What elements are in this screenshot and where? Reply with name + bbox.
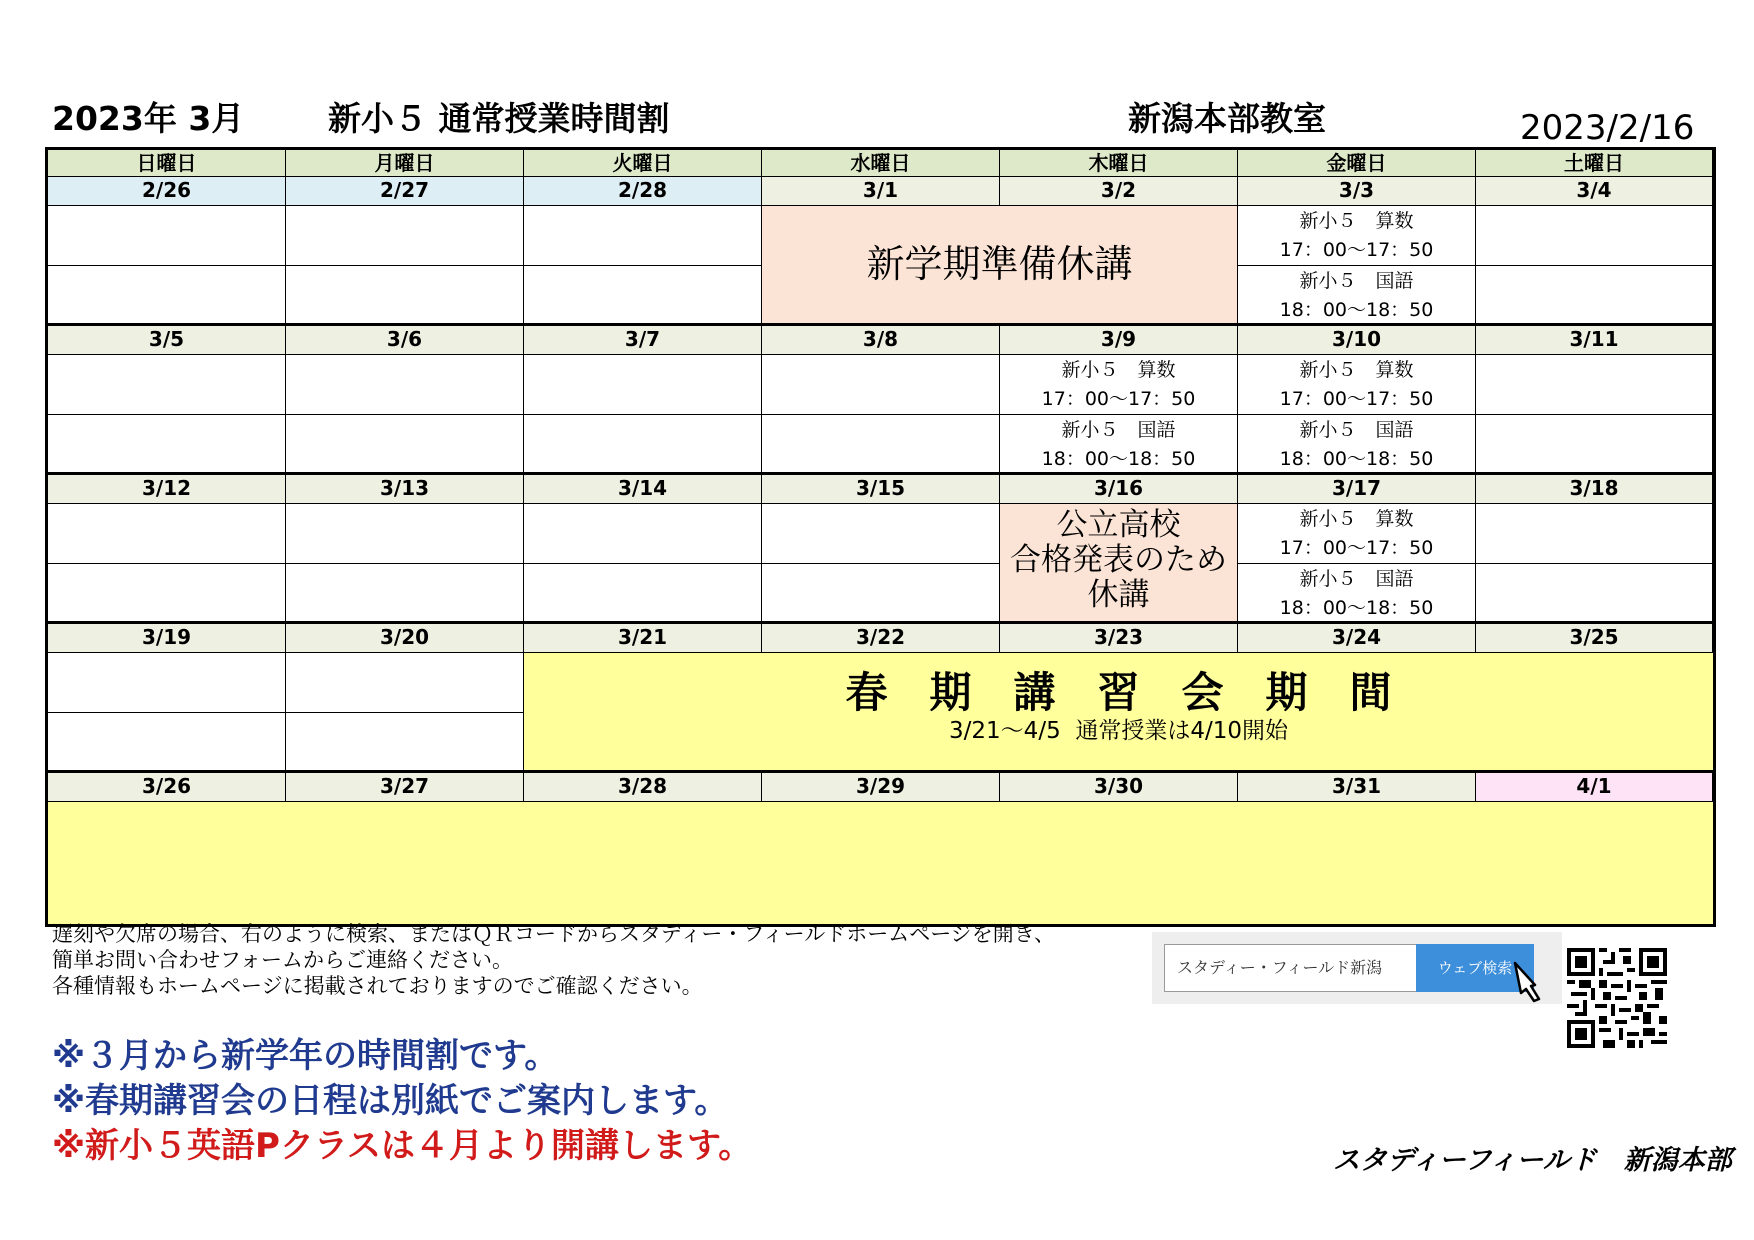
lesson-slot bbox=[1238, 564, 1476, 624]
lesson-time: 17：00～17：50 bbox=[1041, 388, 1196, 410]
date-header: 2/28 bbox=[524, 177, 762, 206]
lesson-name: 新小５ 算数 bbox=[1299, 508, 1414, 530]
date-header: 3/31 bbox=[1238, 773, 1476, 802]
date-header: 3/5 bbox=[48, 326, 286, 355]
lesson-slot bbox=[1476, 415, 1713, 475]
lesson-name: 新小５ 算数 bbox=[1299, 359, 1414, 381]
lesson-time: 18：00～18：50 bbox=[1279, 448, 1434, 470]
date-header: 3/25 bbox=[1476, 624, 1713, 653]
date-header: 3/29 bbox=[762, 773, 1000, 802]
date-header: 2/26 bbox=[48, 177, 286, 206]
closure-exam-line: 合格発表のため bbox=[1010, 542, 1227, 578]
lesson-time: 17：00～17：50 bbox=[1279, 239, 1434, 261]
date-header: 3/20 bbox=[286, 624, 524, 653]
day-header: 土曜日 bbox=[1476, 150, 1713, 177]
date-header: 3/30 bbox=[1000, 773, 1238, 802]
closure-exam-results bbox=[1000, 504, 1238, 624]
lesson-slot bbox=[48, 206, 286, 266]
date-header: 3/11 bbox=[1476, 326, 1713, 355]
lesson-slot bbox=[1238, 504, 1476, 564]
date-header: 3/19 bbox=[48, 624, 286, 653]
lesson-slot bbox=[286, 653, 524, 713]
contact-note-1: 遅刻や欠席の場合、右のように検索、またはＱＲコードからスタディー・フィールドホームページを開き、 bbox=[52, 922, 1055, 946]
lesson-slot bbox=[1238, 415, 1476, 475]
year-month-title: 2023年 3月 bbox=[52, 99, 245, 138]
timetable-calendar bbox=[45, 147, 1716, 927]
lesson-slot bbox=[48, 266, 286, 326]
schedule-title: 新小５ 通常授業時間割 bbox=[328, 99, 670, 138]
lesson-slot bbox=[286, 206, 524, 266]
closure-exam-line: 休講 bbox=[1087, 577, 1150, 613]
lesson-slot bbox=[762, 355, 1000, 415]
date-header: 3/24 bbox=[1238, 624, 1476, 653]
qr-code-icon[interactable] bbox=[1567, 948, 1667, 1048]
spring-course-title: 春 期 講 習 会 期 間 bbox=[845, 668, 1392, 717]
lesson-slot bbox=[48, 415, 286, 475]
date-header: 3/13 bbox=[286, 475, 524, 504]
date-header: 3/17 bbox=[1238, 475, 1476, 504]
date-header: 3/2 bbox=[1000, 177, 1238, 206]
web-search-button[interactable]: ウェブ検索 bbox=[1416, 944, 1534, 992]
lesson-slot bbox=[286, 564, 524, 624]
lesson-name: 新小５ 国語 bbox=[1061, 419, 1176, 441]
lesson-slot bbox=[286, 266, 524, 326]
last-week-spring-course bbox=[48, 802, 1713, 924]
lesson-slot bbox=[48, 564, 286, 624]
lesson-slot bbox=[1238, 206, 1476, 266]
date-header: 3/3 bbox=[1238, 177, 1476, 206]
lesson-slot bbox=[762, 564, 1000, 624]
lesson-slot bbox=[1238, 355, 1476, 415]
lesson-slot bbox=[762, 415, 1000, 475]
hand-pointer-icon bbox=[1505, 955, 1557, 1007]
lesson-slot bbox=[524, 564, 762, 624]
lesson-slot bbox=[1000, 355, 1238, 415]
lesson-slot bbox=[524, 415, 762, 475]
lesson-slot bbox=[762, 504, 1000, 564]
lesson-slot bbox=[286, 504, 524, 564]
contact-note-2: 簡単お問い合わせフォームからご連絡ください。 bbox=[52, 948, 513, 972]
day-header: 金曜日 bbox=[1238, 150, 1476, 177]
lesson-slot bbox=[524, 355, 762, 415]
day-header: 日曜日 bbox=[48, 150, 286, 177]
date-header: 3/8 bbox=[762, 326, 1000, 355]
lesson-slot bbox=[524, 206, 762, 266]
date-header: 3/10 bbox=[1238, 326, 1476, 355]
date-header: 3/26 bbox=[48, 773, 286, 802]
lesson-name: 新小５ 国語 bbox=[1299, 568, 1414, 590]
lesson-time: 18：00～18：50 bbox=[1279, 597, 1434, 619]
lesson-name: 新小５ 算数 bbox=[1061, 359, 1176, 381]
date-header: 3/16 bbox=[1000, 475, 1238, 504]
date-header: 4/1 bbox=[1476, 773, 1713, 802]
alert-new-grade: ※３月から新学年の時間割です。 bbox=[52, 1036, 559, 1076]
lesson-slot bbox=[524, 504, 762, 564]
lesson-slot bbox=[1476, 355, 1713, 415]
day-header: 火曜日 bbox=[524, 150, 762, 177]
date-header: 2/27 bbox=[286, 177, 524, 206]
lesson-time: 18：00～18：50 bbox=[1279, 299, 1434, 321]
footer-brand: スタディーフィールド 新潟本部 bbox=[1333, 1145, 1732, 1176]
lesson-slot bbox=[286, 355, 524, 415]
day-header: 木曜日 bbox=[1000, 150, 1238, 177]
date-header: 3/9 bbox=[1000, 326, 1238, 355]
alert-english-class: ※新小５英語Pクラスは４月より開講します。 bbox=[52, 1126, 753, 1166]
contact-note-3: 各種情報もホームページに掲載されておりますのでご確認ください。 bbox=[52, 974, 703, 998]
lesson-time: 17：00～17：50 bbox=[1279, 388, 1434, 410]
lesson-slot bbox=[48, 355, 286, 415]
date-header: 3/14 bbox=[524, 475, 762, 504]
alert-spring-course: ※春期講習会の日程は別紙でご案内します。 bbox=[52, 1081, 729, 1121]
lesson-slot bbox=[48, 653, 286, 713]
lesson-slot bbox=[48, 713, 286, 773]
lesson-slot bbox=[286, 713, 524, 773]
search-widget bbox=[1152, 932, 1562, 1004]
lesson-slot bbox=[286, 415, 524, 475]
lesson-slot bbox=[1476, 564, 1713, 624]
date-header: 3/4 bbox=[1476, 177, 1713, 206]
date-header: 3/22 bbox=[762, 624, 1000, 653]
search-input[interactable]: スタディー・フィールド新潟 bbox=[1164, 944, 1418, 992]
date-header: 3/18 bbox=[1476, 475, 1713, 504]
lesson-slot bbox=[1476, 206, 1713, 266]
date-header: 3/15 bbox=[762, 475, 1000, 504]
date-header: 3/12 bbox=[48, 475, 286, 504]
closure-new-term: 新学期準備休講 bbox=[762, 206, 1238, 326]
branch-name: 新潟本部教室 bbox=[1128, 99, 1326, 138]
lesson-name: 新小５ 国語 bbox=[1299, 419, 1414, 441]
date-header: 3/7 bbox=[524, 326, 762, 355]
lesson-slot bbox=[1000, 415, 1238, 475]
lesson-slot bbox=[524, 266, 762, 326]
lesson-slot bbox=[48, 504, 286, 564]
day-header: 水曜日 bbox=[762, 150, 1000, 177]
lesson-name: 新小５ 算数 bbox=[1299, 210, 1414, 232]
date-header: 3/21 bbox=[524, 624, 762, 653]
date-header: 3/1 bbox=[762, 177, 1000, 206]
lesson-slot bbox=[1476, 504, 1713, 564]
lesson-time: 18：00～18：50 bbox=[1041, 448, 1196, 470]
date-header: 3/6 bbox=[286, 326, 524, 355]
closure-exam-line: 公立高校 bbox=[1056, 507, 1181, 543]
lesson-slot bbox=[1476, 266, 1713, 326]
day-header: 月曜日 bbox=[286, 150, 524, 177]
spring-course-period bbox=[524, 653, 1713, 773]
date-header: 3/27 bbox=[286, 773, 524, 802]
date-header: 3/28 bbox=[524, 773, 762, 802]
lesson-slot bbox=[1238, 266, 1476, 326]
issued-date: 2023/2/16 bbox=[1520, 108, 1695, 148]
spring-course-subtitle: 3/21～4/5 通常授業は4/10開始 bbox=[949, 718, 1288, 744]
lesson-name: 新小５ 国語 bbox=[1299, 270, 1414, 292]
lesson-time: 17：00～17：50 bbox=[1279, 537, 1434, 559]
date-header: 3/23 bbox=[1000, 624, 1238, 653]
